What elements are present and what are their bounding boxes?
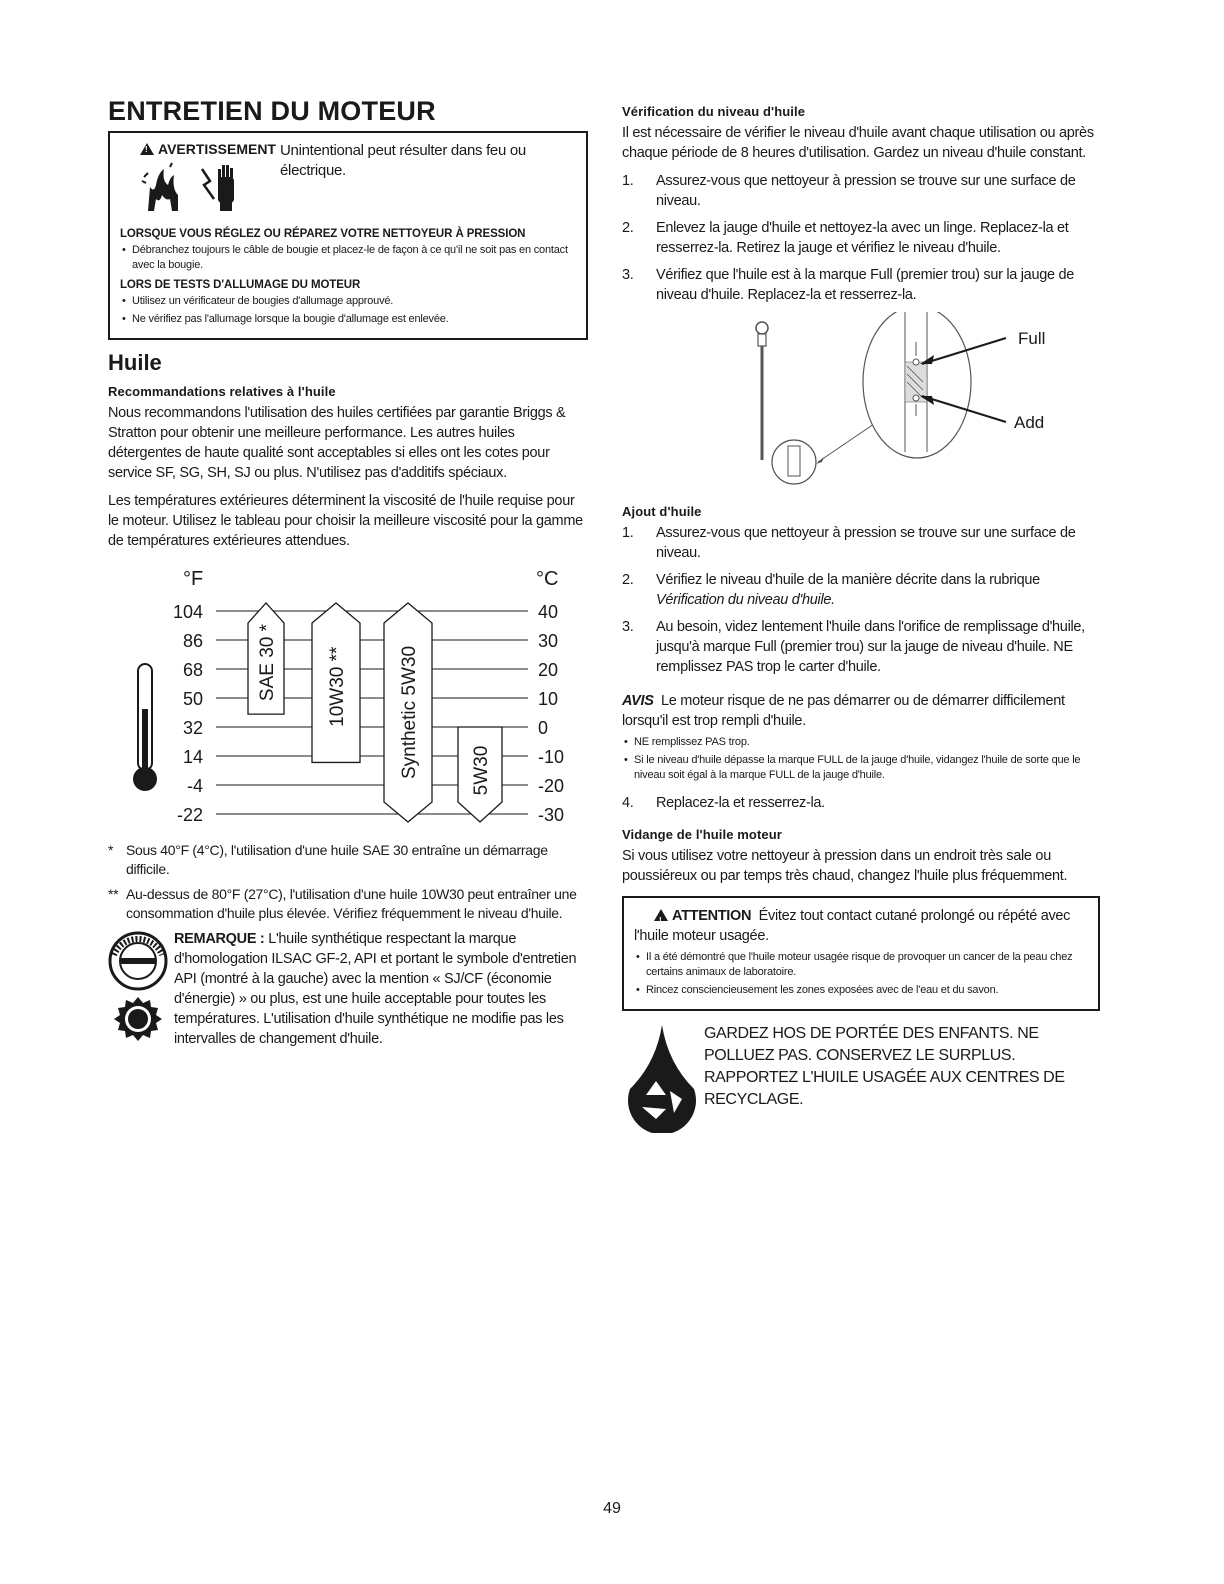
step-italic-ref: Vérification du niveau d'huile. xyxy=(656,592,835,608)
oil-paragraph-1: Nous recommandons l'utilisation des huiles certifiées par garantie Briggs & Stratton pour obtenir une meilleure performance. Les autres huiles détergentes de haute qualité sont acceptables si elles ont les cotes pour service SF, SG, SH, SJ ou plus. N'utilisez pas d'additifs spéciaux. xyxy=(108,405,566,481)
oil-viscosity-chart xyxy=(108,559,568,829)
footnote-1-text: Sous 40°F (4°C), l'utilisation d'une huile SAE 30 entraîne un démarrage difficile. xyxy=(126,842,548,877)
dipstick-diagram xyxy=(622,312,1100,502)
celsius-tick: 0 xyxy=(538,718,549,738)
label-add: Add xyxy=(1014,413,1045,432)
remarque-label: REMARQUE : xyxy=(174,931,265,947)
warning-list-1 xyxy=(120,243,576,273)
fahrenheit-tick: 68 xyxy=(182,660,203,680)
api-seal-icons xyxy=(108,929,170,1059)
remarque-body: L'huile synthétique respectant la marque d'homologation ILSAC GF-2, API et portant le symbole d'entretien API (montré à la gauche) avec la mention « SJ/CF (économie d'énergie) » ou plus, est une huile acceptable pour toutes les températures. L'utilisation d'huile synthétique ne modifie pas les intervalles de changement d'huile. xyxy=(174,931,577,1047)
oil-heading: Huile xyxy=(108,350,162,375)
dipstick-zoom-icon xyxy=(863,312,1006,458)
notice-bullet: • Si le niveau d'huile dépasse la marque FULL de la jauge d'huile, vidangez l'huile de sorte que le niveau soit égal à la marque FULL de la jauge d'huile. xyxy=(622,753,1100,783)
unit-celsius: °C xyxy=(536,568,559,590)
step-item: 1. Assurez-vous que nettoyeur à pression se trouve sur une surface de niveau. xyxy=(622,171,1100,211)
step-text: Assurez-vous que nettoyeur à pression se trouve sur une surface de niveau. xyxy=(656,525,1076,561)
warning-text-2: électrique. xyxy=(280,162,346,179)
notice-paragraph xyxy=(622,691,1100,731)
oil-band-label: 10W30 ** xyxy=(327,646,348,727)
step-text: Assurez-vous que nettoyeur à pression se trouve sur une surface de niveau. xyxy=(656,173,1076,209)
celsius-tick: -20 xyxy=(538,776,565,796)
warning-subhead-2: LORS DE TESTS D'ALLUMAGE DU MOTEUR xyxy=(120,279,361,291)
page-title: ENTRETIEN DU MOTEUR xyxy=(108,96,436,126)
footnote-2 xyxy=(108,885,588,923)
oil-recycle-drop-icon xyxy=(622,1023,702,1133)
warning-label-text: AVERTISSEMENT xyxy=(158,141,276,157)
check-level-paragraph: Il est nécessaire de vérifier le niveau d'huile avant chaque utilisation ou après chaque période de 8 heures d'utilisation. Gardez un niveau d'huile constant. xyxy=(622,125,1094,161)
step-text: Replacez-la et resserrez-la. xyxy=(656,795,825,811)
attention-body: Évitez tout contact cutané prolongé ou répété avec l'huile moteur usagée. xyxy=(634,908,1071,944)
right-column xyxy=(622,104,1100,1133)
celsius-tick: -30 xyxy=(538,805,565,825)
warning-triangle-icon xyxy=(140,143,154,155)
notice-text: Le moteur risque de ne pas démarrer ou de démarrer difficilement lorsqu'il est trop rempli d'huile. xyxy=(622,693,1065,729)
fahrenheit-tick: -22 xyxy=(176,805,203,825)
electric-shock-icon xyxy=(202,165,234,211)
left-column xyxy=(108,96,588,1059)
unit-fahrenheit: °F xyxy=(183,568,204,590)
step-text: Vérifiez que l'huile est à la marque Full (premier trou) sur la jauge de niveau d'huile. Replacez-la et resserrez-la. xyxy=(656,267,1074,303)
warning-subhead-1: LORSQUE VOUS RÉGLEZ OU RÉPAREZ VOTRE NETTOYEUR À PRESSION xyxy=(120,228,526,240)
step-item: 2. Enlevez la jauge d'huile et nettoyez-la avec un linge. Replacez-la et resserrez-la. Retirez la jauge et vérifiez le niveau d'huile. xyxy=(622,218,1100,258)
step-text: Vérifiez le niveau d'huile de la manière décrite dans la rubrique xyxy=(656,572,1040,588)
fire-icon xyxy=(142,163,178,211)
oil-drop-label: Oil xyxy=(652,1098,667,1110)
warning-list-2 xyxy=(120,294,576,327)
warning-bullet: • Débranchez toujours le câble de bougie et placez-le de façon à ce qu'il ne soit pas en contact avec la bougie. xyxy=(120,243,576,273)
step-item: 2. Vérifiez le niveau d'huile de la manière décrite dans la rubrique Vérification du niveau d'huile. xyxy=(622,572,1040,608)
fahrenheit-tick: 86 xyxy=(182,631,203,651)
thermometer-icon xyxy=(133,664,157,791)
celsius-tick: 20 xyxy=(538,660,559,680)
page-number: 49 xyxy=(603,1500,621,1517)
oil-band-label: 5W30 xyxy=(471,745,492,796)
api-service-symbol-icon xyxy=(110,933,166,989)
celsius-tick: -10 xyxy=(538,747,565,767)
check-level-heading: Vérification du niveau d'huile xyxy=(622,104,806,119)
oil-band-label: Synthetic 5W30 xyxy=(399,645,420,780)
step-item: 3. Vérifiez que l'huile est à la marque Full (premier trou) sur la jauge de niveau d'huile. Replacez-la et resserrez-la. xyxy=(622,265,1100,305)
oil-band-label: SAE 30 * xyxy=(257,624,278,702)
attention-label: ATTENTION xyxy=(672,908,752,924)
notice-label: AVIS xyxy=(622,693,654,709)
remarque-block xyxy=(108,929,588,1059)
step-item: 3. Au besoin, videz lentement l'huile dans l'orifice de remplissage d'huile, jusqu'à marque Full (premier trou) sur la jauge de niveau d'huile. NE remplissez PAS trop le carter d'huile. xyxy=(622,617,1100,677)
attention-box xyxy=(622,896,1100,1011)
celsius-tick: 40 xyxy=(538,602,559,622)
notice-list xyxy=(622,735,1100,783)
celsius-tick: 30 xyxy=(538,631,559,651)
fahrenheit-tick: -4 xyxy=(186,776,203,796)
add-oil-heading: Ajout d'huile xyxy=(622,504,702,519)
add-oil-steps xyxy=(622,523,1100,677)
warning-bullet: • Utilisez un vérificateur de bougies d'allumage approuvé. xyxy=(120,294,576,309)
fire-shock-icons xyxy=(140,159,270,217)
warning-text-1: Unintentional peut résulter dans feu ou xyxy=(280,142,526,159)
oil-change-heading: Vidange de l'huile moteur xyxy=(622,827,782,842)
starburst-seal-icon xyxy=(114,997,162,1041)
attention-bullet: • Rincez consciencieusement les zones exposées avec de l'eau et du savon. xyxy=(634,983,1088,998)
fahrenheit-tick: 14 xyxy=(182,747,203,767)
step-text: Au besoin, videz lentement l'huile dans l'orifice de remplissage d'huile, jusqu'à marque Full (premier trou) sur la jauge de niveau d'huile. NE remplissez PAS trop le carter d'huile. xyxy=(656,619,1085,675)
notice-bullet: • NE remplissez PAS trop. xyxy=(622,735,1100,750)
celsius-tick: 10 xyxy=(538,689,559,709)
warning-label xyxy=(140,141,280,157)
fahrenheit-tick: 32 xyxy=(182,718,203,738)
remarque-text xyxy=(174,929,588,1051)
check-level-steps xyxy=(622,171,1100,305)
recycle-block xyxy=(622,1023,1100,1133)
oil-change-paragraph: Si vous utilisez votre nettoyeur à pression dans un endroit très sale ou poussiéreux ou par temps très chaud, changez l'huile plus fréquemment. xyxy=(622,848,1068,884)
step-item: 1. Assurez-vous que nettoyeur à pression se trouve sur une surface de niveau. xyxy=(622,523,1100,563)
fahrenheit-tick: 50 xyxy=(182,689,203,709)
label-full: Full xyxy=(1018,329,1046,348)
dipstick-icon xyxy=(756,322,874,484)
attention-list xyxy=(634,950,1088,998)
recycle-text: GARDEZ HOS DE PORTÉE DES ENFANTS. NE POLLUEZ PAS. CONSERVEZ LE SURPLUS. RAPPORTEZ L'HUILE USAGÉE AUX CENTRES DE RECYCLAGE. xyxy=(704,1025,1065,1108)
oil-recommendations-heading: Recommandations relatives à l'huile xyxy=(108,384,336,399)
footnote-1 xyxy=(108,841,588,879)
warning-bullet: • Ne vérifiez pas l'allumage lorsque la bougie d'allumage est enlevée. xyxy=(120,312,576,327)
footnote-1-mark: * xyxy=(108,842,114,858)
warning-triangle-icon xyxy=(654,909,668,921)
step-item: 4. Replacez-la et resserrez-la. xyxy=(622,795,825,811)
footnote-2-mark: ** xyxy=(108,886,119,902)
oil-paragraph-2: Les températures extérieures déterminent la viscosité de l'huile requise pour le moteur. Utilisez le tableau pour choisir la meilleure viscosité pour la gamme de températures extérieures attendues. xyxy=(108,493,583,549)
add-oil-step-4 xyxy=(622,793,1100,813)
warning-box xyxy=(108,131,588,340)
fahrenheit-tick: 104 xyxy=(172,602,203,622)
attention-text xyxy=(634,906,1088,946)
footnote-2-text: Au-dessus de 80°F (27°C), l'utilisation d'une huile 10W30 peut entraîner une consommation d'huile plus élevée. Vérifiez fréquemment le niveau d'huile. xyxy=(126,886,577,921)
step-text: Enlevez la jauge d'huile et nettoyez-la avec un linge. Replacez-la et resserrez-la. Retirez la jauge et vérifiez le niveau d'huile. xyxy=(656,220,1069,256)
attention-bullet: • Il a été démontré que l'huile moteur usagée risque de provoquer un cancer de la peau chez certains animaux de laboratoire. xyxy=(634,950,1088,980)
